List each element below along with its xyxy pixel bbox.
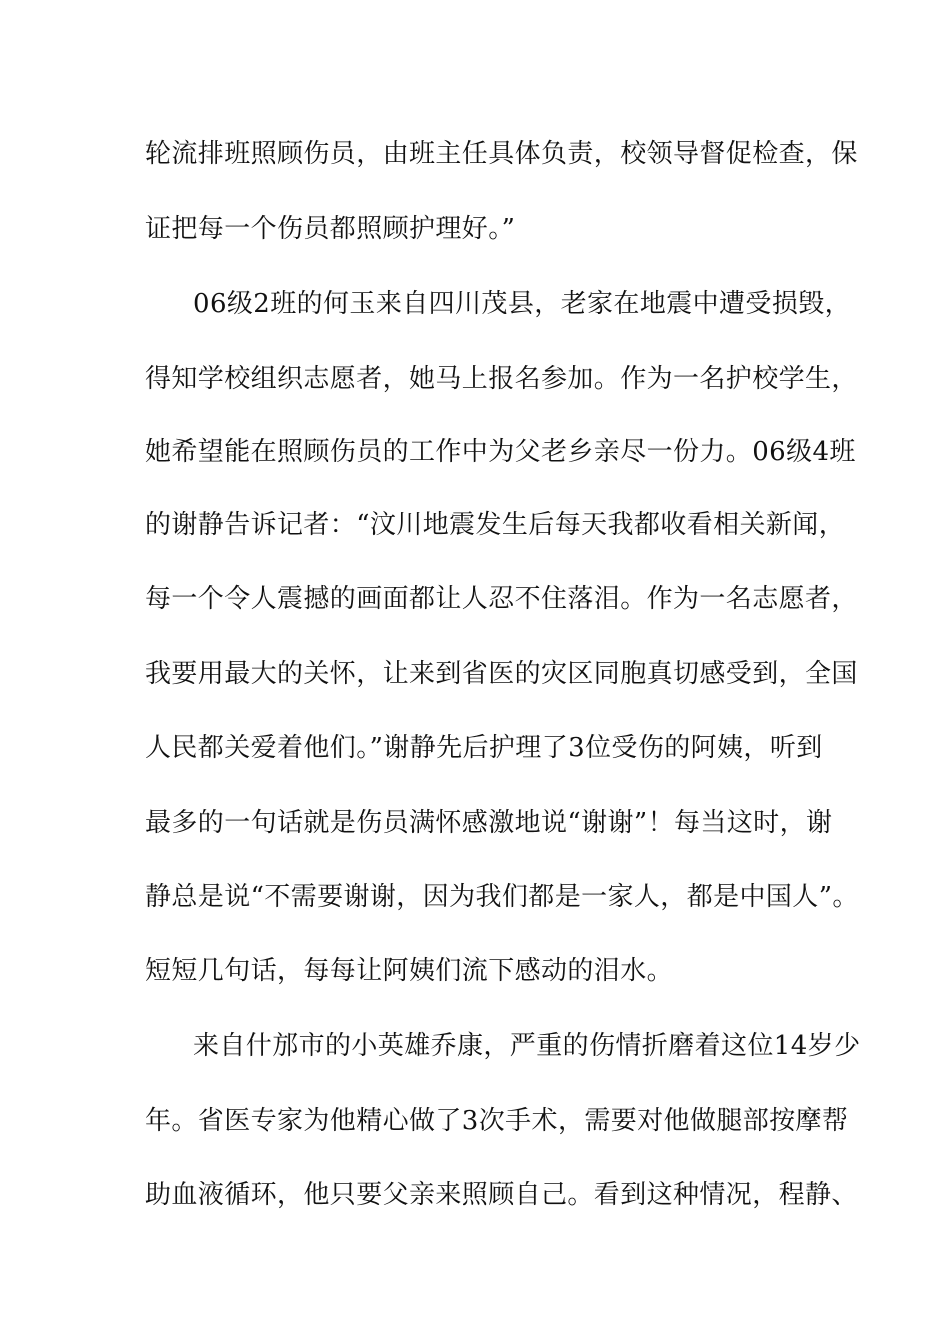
text-line: 助血液循环，他只要父亲来照顾自己。看到这种情况，程静、	[145, 1180, 858, 1210]
paragraph-start-line: 来自什邡市的小英雄乔康，严重的伤情折磨着这位14岁少	[193, 1031, 861, 1061]
text-line: 我要用最大的关怀，让来到省医的灾区同胞真切感受到，全国	[145, 659, 858, 689]
text-line: 年。省医专家为他精心做了3次手术，需要对他做腿部按摩帮	[145, 1106, 849, 1136]
text-line: 短短几句话，每每让阿姨们流下感动的泪水。	[145, 956, 674, 986]
paragraph-start-line: 06级2班的何玉来自四川茂县，老家在地震中遭受损毁，	[193, 289, 852, 319]
text-line: 轮流排班照顾伤员，由班主任具体负责，校领导督促检查，保	[145, 139, 858, 169]
text-line: 静总是说“不需要谢谢，因为我们都是一家人，都是中国人”。	[145, 882, 859, 912]
text-line: 得知学校组织志愿者，她马上报名参加。作为一名护校学生，	[145, 364, 858, 394]
text-line: 最多的一句话就是伤员满怀感激地说“谢谢”！每当这时，谢	[145, 808, 833, 838]
text-line: 人民都关爱着他们。”谢静先后护理了3位受伤的阿姨，听到	[145, 733, 823, 763]
text-line: 她希望能在照顾伤员的工作中为父老乡亲尽一份力。06级4班	[145, 437, 856, 467]
text-line: 每一个令人震撼的画面都让人忍不住落泪。作为一名志愿者，	[145, 584, 858, 614]
text-line: 的谢静告诉记者：“汶川地震发生后每天我都收看相关新闻，	[145, 510, 846, 540]
text-line: 证把每一个伤员都照顾护理好。”	[145, 214, 516, 244]
